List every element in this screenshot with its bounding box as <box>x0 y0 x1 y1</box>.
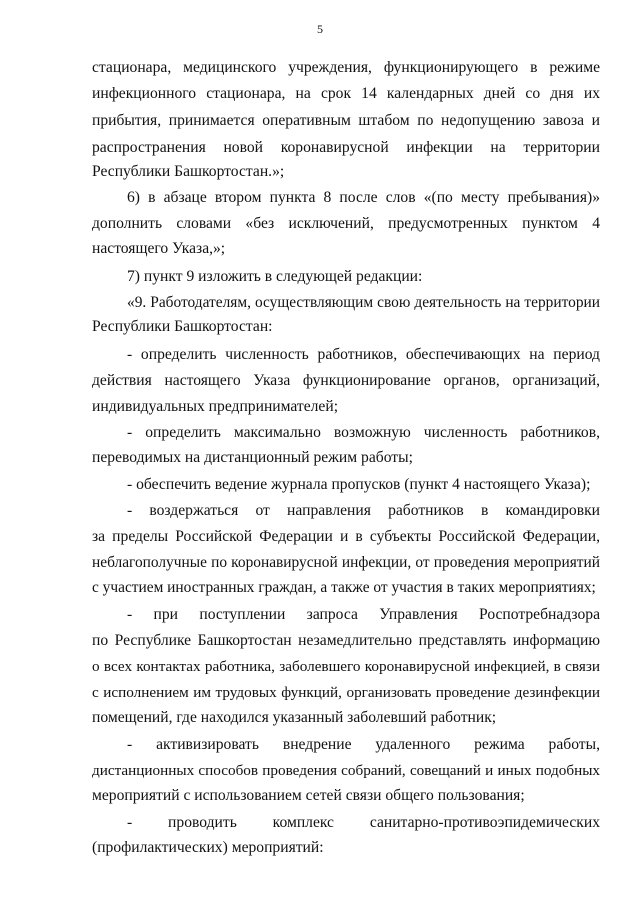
text-line: - активизировать внедрение удаленного режима работы, <box>127 736 600 753</box>
text-line: действия настоящего Указа функционирование органов, организаций, <box>92 372 600 389</box>
text-line: распространения новой коронавирусной инфекции на территории <box>92 139 600 156</box>
text-line: 6) в абзаце втором пункта 8 после слов «(по месту пребывания)» <box>127 189 600 206</box>
text-line: - при поступлении запроса Управления Роспотребнадзора <box>127 606 600 623</box>
text-line: дополнить словами «без исключений, предусмотренных пунктом 4 <box>92 215 600 232</box>
text-line: - воздержаться от направления работников в командировки <box>127 502 600 519</box>
text-line: «9. Работодателям, осуществляющим свою деятельность на территории <box>127 294 600 311</box>
text-line: - определить максимально возможную численность работников, <box>127 424 600 441</box>
text-line: с исполнением им трудовых функций, организовать проведение дезинфекции <box>92 684 600 701</box>
text-line: 7) пункт 9 изложить в следующей редакции: <box>127 268 423 285</box>
text-line: Республики Башкортостан.»; <box>92 163 285 180</box>
page-number: 5 <box>317 22 323 36</box>
text-line: неблагополучные по коронавирусной инфекции, от проведения мероприятий <box>92 554 600 571</box>
text-line: стационара, медицинского учреждения, функционирующего в режиме <box>92 59 600 76</box>
text-line: настоящего Указа,»; <box>92 240 226 257</box>
text-line: за пределы Российской Федерации и в субъекты Российской Федерации, <box>92 528 600 545</box>
text-line: помещений, где находился указанный заболевший работник; <box>92 709 497 726</box>
text-line: мероприятий с использованием сетей связи общего пользования; <box>92 787 525 804</box>
text-line: дистанционных способов проведения собраний, совещаний и иных подобных <box>92 762 600 779</box>
text-line: с участием иностранных граждан, а также от участия в таких мероприятиях; <box>92 579 596 596</box>
text-line: (профилактических) мероприятий: <box>92 839 324 856</box>
text-line: - обеспечить ведение журнала пропусков (пункт 4 настоящего Указа); <box>127 476 591 493</box>
text-line: - определить численность работников, обеспечивающих на период <box>127 346 600 363</box>
text-line: о всех контактах работника, заболевшего коронавирусной инфекцией, в связи <box>92 658 600 675</box>
text-line: Республики Башкортостан: <box>92 318 273 335</box>
text-line: инфекционного стационара, на срок 14 календарных дней со дня их <box>92 85 600 102</box>
text-line: прибытия, принимается оперативным штабом по недопущению завоза и <box>92 112 600 129</box>
text-line: индивидуальных предпринимателей; <box>92 398 339 415</box>
text-line: - проводить комплекс санитарно-противоэпидемических <box>127 814 600 831</box>
text-line: переводимых на дистанционный режим работы; <box>92 449 413 466</box>
text-line: по Республике Башкортостан незамедлительно представлять информацию <box>92 632 600 649</box>
